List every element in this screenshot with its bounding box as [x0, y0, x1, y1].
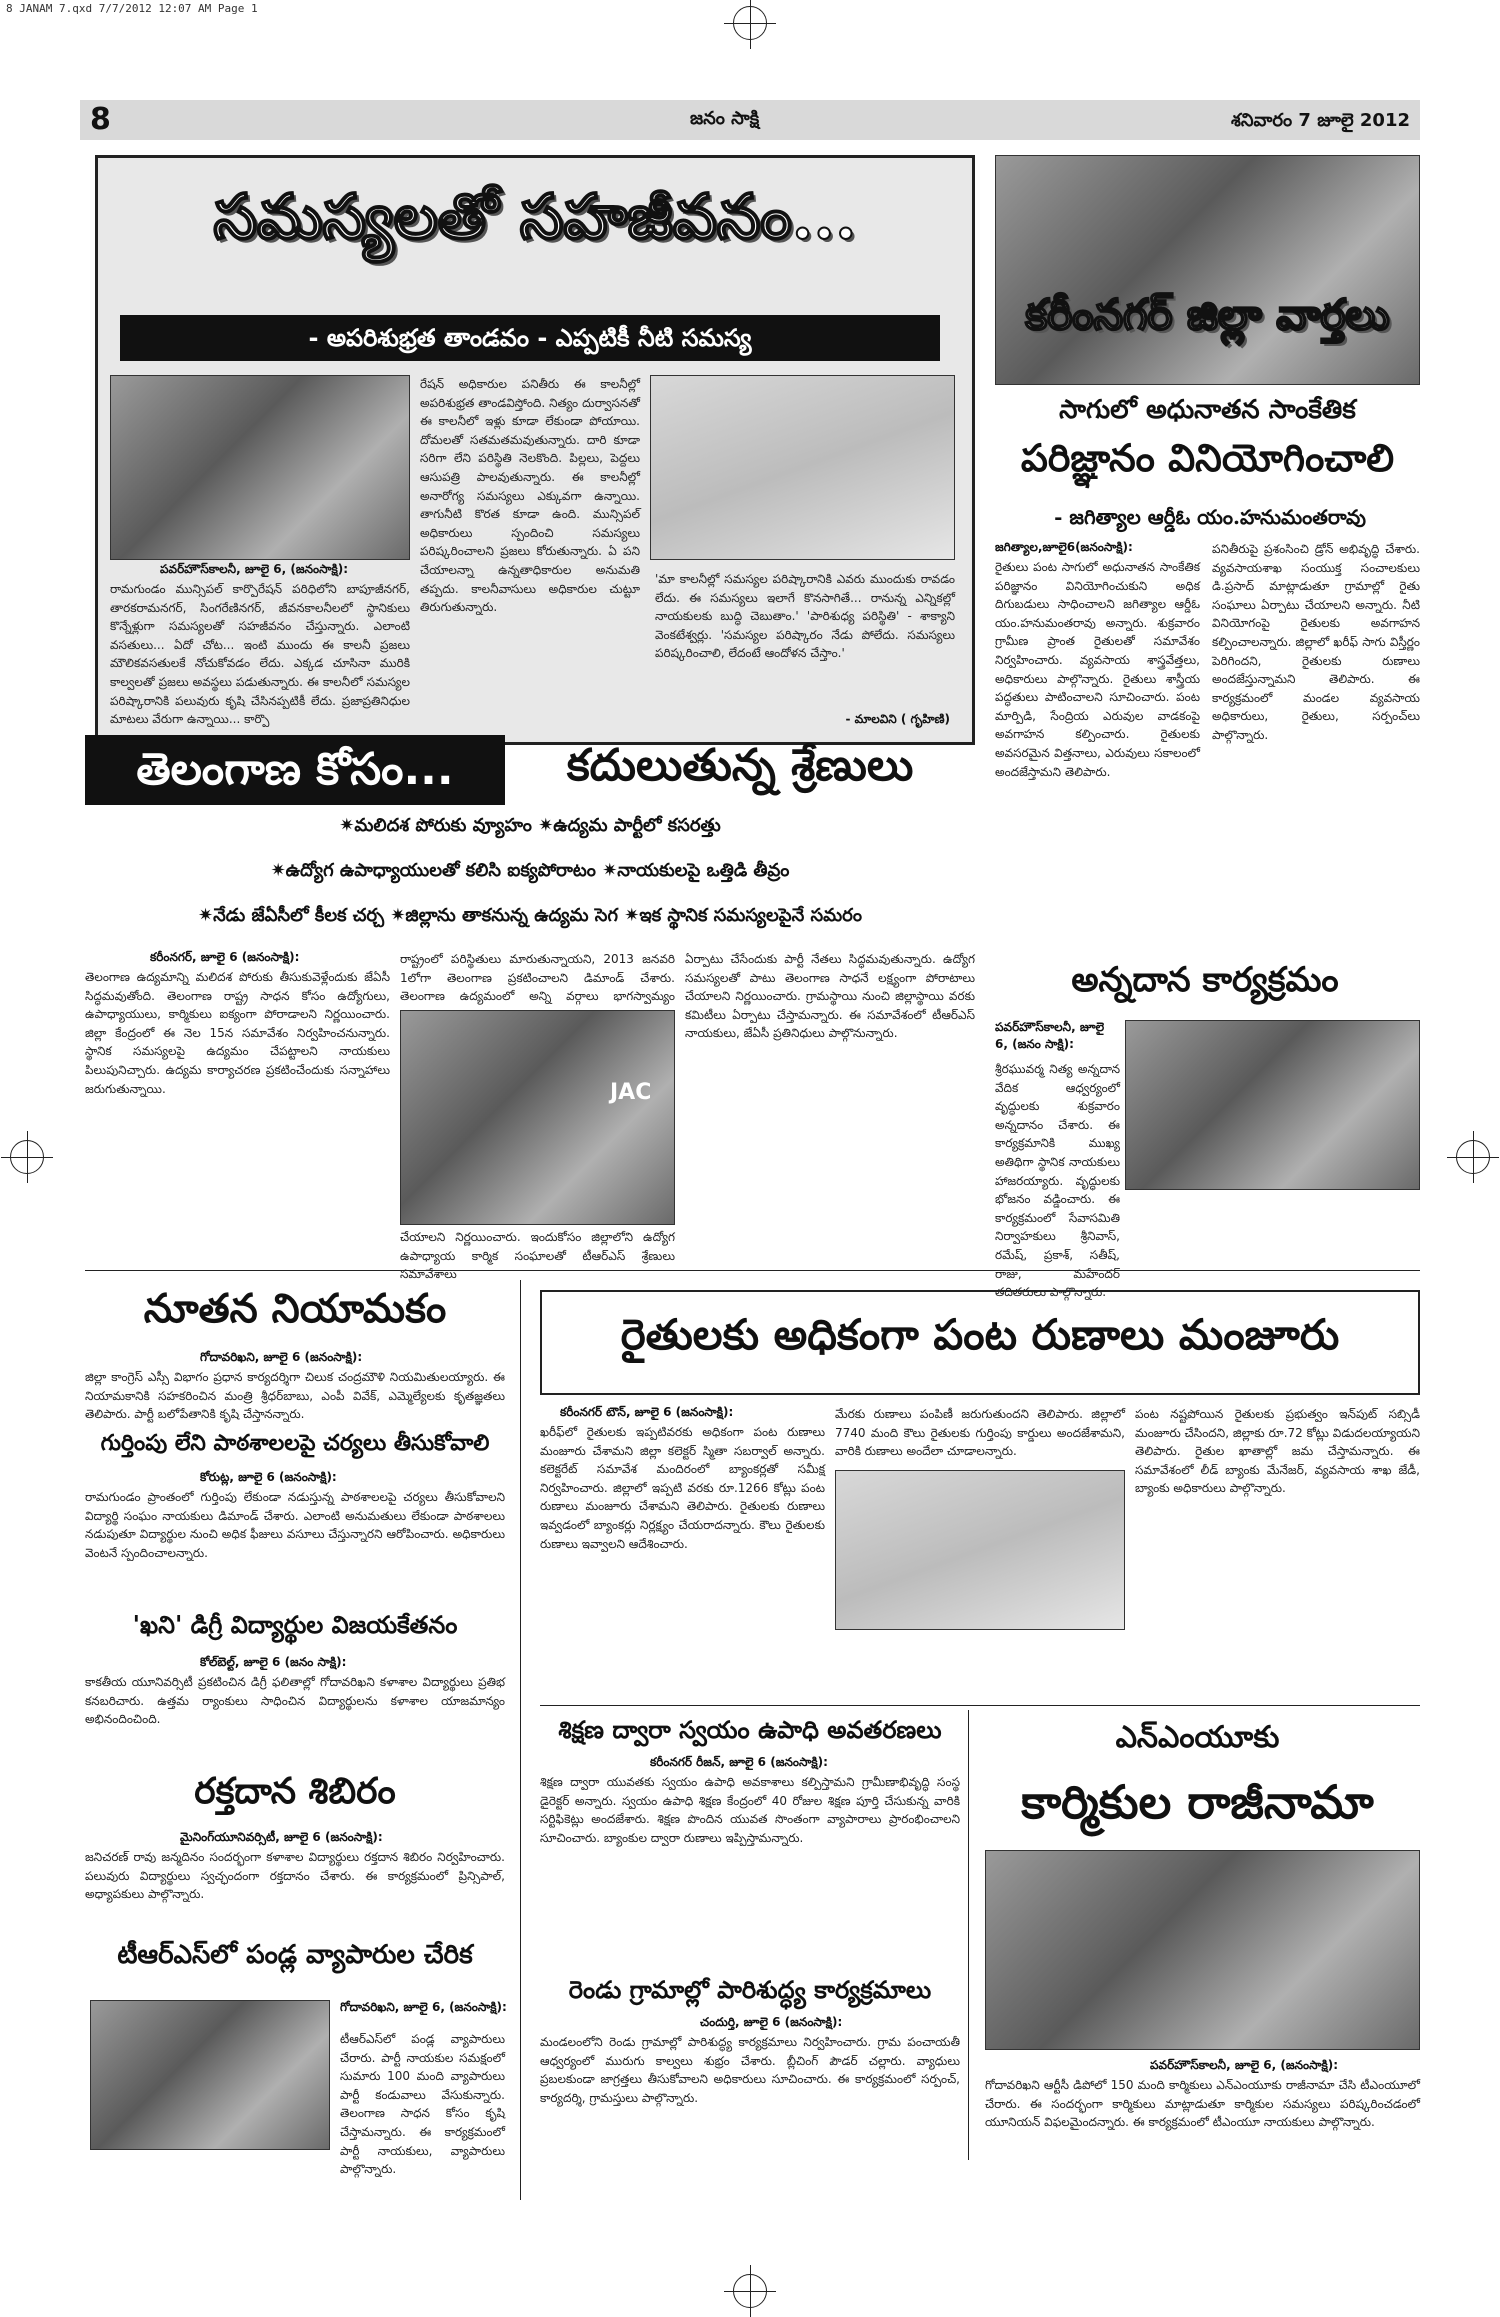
story2-col1: రైతులు పంట సాగులో అధునాతన సాంకేతిక పరిజ్ఞానం వినియోగించుకుని అధిక దిగుబడులు సాధించాలని జగిత్యాల ఆర్డీఓ యం.హనుమంతరావు అన్నారు. శుక్రవారం గ్రామీణ ప్రాంత రైతులతో సమావేశం నిర్వహించారు. వ్యవసాయ శాస్త్రవేత్తలు, అధికారులు పాల్గొన్నారు. రైతులు శాస్త్రీయ పద్ధతులు పాటించాలని సూచించారు. పంట మార్పిడి, సేంద్రియ ఎరువుల వాడకంపై అవగాహన కల్పించారు. రైతులకు అవసరమైన విత్తనాలు, ఎరువులు సకాలంలో అందజేస్తామని తెలిపారు. — [995, 560, 1200, 779]
story3-bullets-row2 — [90, 860, 970, 885]
section-divider — [540, 1705, 1420, 1706]
page-number: 8 — [90, 102, 111, 137]
story7-headline: 'ఖని' డిగ్రీ విద్యార్థుల విజయకేతనం — [132, 1610, 458, 1639]
story1-dateline: పవర్‌హౌస్‌కాలనీ, జూలై 6, (జనంసాక్షి): — [160, 562, 349, 576]
story3-photo-rally — [400, 1010, 675, 1225]
story10-col3: పంట నష్టపోయిన రైతులకు ప్రభుత్వం ఇన్‌పుట్ సబ్సిడీ మంజూరు చేసిందని, జిల్లాకు రూ.72 కోట్లు విడుదలయ్యాయని తెలిపారు. రైతుల ఖాతాల్లో జమ చేస్తామన్నారు. ఈ సమావేశంలో లీడ్ బ్యాంకు మేనేజర్, వ్యవసాయ శాఖ జేడీ, బ్యాంకు అధికారులు పాల్గొన్నారు. — [1135, 1407, 1420, 1496]
story4-photo — [1125, 1020, 1420, 1190]
story3-bullet: మలిదశ పోరుకు వ్యూహం — [354, 815, 532, 836]
story11-headline: శిక్షణ ద్వారా స్వయం ఉపాధి అవతరణలు — [558, 1715, 942, 1744]
story12-photo — [985, 1850, 1420, 2050]
bullet-icon: ✷ — [602, 860, 618, 881]
story4-dateline: పవర్‌హౌస్‌కాలనీ, జూలై 6, (జనం సాక్షి): — [995, 1020, 1105, 1051]
story12-body: గోదావరిఖని ఆర్టీసీ డిపోలో 150 మంది కార్మికులు ఎన్‌ఎంయూకు రాజీనామా చేసి టీఎంయూలో చేరారు. ఈ సందర్భంగా కార్మికులు మాట్లాడుతూ కార్మికుల సమస్యలు పరిష్కరించడంలో యూనియన్ విఫలమైందన్నారు. ఈ కార్యక్రమంలో టీఎంయూ నాయకులు పాల్గొన్నారు. — [985, 2078, 1420, 2130]
story9-photo — [90, 2000, 330, 2150]
story3-bullet: ఉద్యమ పార్టీలో కసరత్తు — [553, 815, 721, 836]
story9-headline: టీఆర్‌ఎస్‌లో పండ్ల వ్యాపారుల చేరిక — [117, 1940, 473, 1970]
story10-col2: మేరకు రుణాలు పంపిణీ జరుగుతుందని తెలిపారు. జిల్లాలో 7740 మంది కౌలు రైతులకు గుర్తింపు కార్డులు అందజేశామని, వారికి రుణాలు అందేలా చూడాలన్నారు. — [835, 1407, 1125, 1459]
story3-col1: తెలంగాణ ఉద్యమాన్ని మలిదశ పోరుకు తీసుకువెళ్లేందుకు జేఏసీ సిద్ధమవుతోంది. తెలంగాణ రాష్ట్ర సాధన కోసం ఉద్యోగులు, ఉపాధ్యాయులు, కార్మికులు ఐక్యంగా పోరాడాలని నిర్ణయించారు. జిల్లా కేంద్రంలో ఈ నెల 15న సమావేశం నిర్వహించనున్నారు. స్థానిక సమస్యలపై ఉద్యమం చేపట్టాలని నాయకులు పిలుపునిచ్చారు. ఉద్యమ కార్యాచరణ ప్రకటించేందుకు సన్నాహాలు జరుగుతున్నాయి. — [85, 970, 390, 1096]
story11-body: శిక్షణ ద్వారా యువతకు స్వయం ఉపాధి అవకాశాలు కల్పిస్తామని గ్రామీణాభివృద్ధి సంస్థ డైరెక్టర్ అన్నారు. స్వయం ఉపాధి శిక్షణ కేంద్రంలో 40 రోజుల శిక్షణ పూర్తి చేసుకున్న వారికి సర్టిఫికెట్లు అందజేశారు. శిక్షణ పొందిన యువత సొంతంగా వ్యాపారాలు ప్రారంభించాలని సూచించారు. బ్యాంకుల ద్వారా రుణాలు ఇప్పిస్తామన్నారు. — [540, 1775, 960, 1845]
story9-dateline: గోదావరిఖని, జూలై 6, (జనంసాక్షి): — [340, 2000, 507, 2014]
bullet-icon: ✷ — [339, 815, 355, 836]
story13-dateline: చందుర్తి, జూలై 6 (జనంసాక్షి): — [700, 2015, 843, 2029]
story2-col2: పనితీరుపై ప్రశంసించి డ్రోన్ అభివృద్ధి చేశారు. వ్యవసాయశాఖ సంయుక్త సంచాలకులు డి.ప్రసాద్ మాట్లాడుతూ గ్రామాల్లో రైతు సంఘాలు ఏర్పాటు చేయాలని అన్నారు. నీటి వినియోగంపై రైతులకు అవగాహన కల్పించాలన్నారు. జిల్లాలో ఖరీఫ్ సాగు విస్తీర్ణం పెరిగిందని, రైతులకు రుణాలు అందజేస్తున్నామని తెలిపారు. ఈ కార్యక్రమంలో మండల వ్యవసాయ అధికారులు, రైతులు, సర్పంచ్‌లు పాల్గొన్నారు. — [1212, 542, 1420, 742]
story10-col1: ఖరీఫ్‌లో రైతులకు ఇప్పటివరకు అధికంగా పంట రుణాలు మంజూరు చేశామని జిల్లా కలెక్టర్ స్మితా సబర్వాల్ అన్నారు. కలెక్టరేట్ సమావేశ మందిరంలో బ్యాంకర్లతో సమీక్ష నిర్వహించారు. జిల్లాలో ఇప్పటి వరకు రూ.1266 కోట్లు పంట రుణాలు మంజూరు చేశామని తెలిపారు. రైతులకు రుణాలు ఇవ్వడంలో బ్యాంకర్లు నిర్లక్ష్యం చేయరాదన్నారు. కౌలు రైతులకు రుణాలు ఇవ్వాలని ఆదేశించారు. — [540, 1425, 825, 1551]
story10-dateline: కరీంనగర్ టౌన్, జూలై 6 (జనంసాక్షి): — [560, 1405, 734, 1419]
story12-kicker: ఎన్‌ఎంయూకు — [1115, 1720, 1280, 1755]
story6-headline: గుర్తింపు లేని పాఠశాలలపై చర్యలు తీసుకోవాలి — [100, 1430, 490, 1456]
district-banner-photo-arch — [995, 155, 1420, 385]
story12-headline: కార్మికుల రాజీనామా — [1021, 1775, 1374, 1829]
story7-dateline: కోల్‌బెల్ట్, జూలై 6 (జనం సాక్షి): — [200, 1655, 347, 1669]
story9-body: టీఆర్‌ఎస్‌లో పండ్ల వ్యాపారులు చేరారు. పార్టీ నాయకుల సమక్షంలో సుమారు 100 మంది వ్యాపారులు పార్టీ కండువాలు వేసుకున్నారు. తెలంగాణ సాధన కోసం కృషి చేస్తామన్నారు. ఈ కార్యక్రమంలో పార్టీ నాయకులు, వ్యాపారులు పాల్గొన్నారు. — [340, 2032, 505, 2177]
story8-body: జనిచరణ్ రావు జన్మదినం సందర్భంగా కళాశాల విద్యార్థులు రక్తదాన శిబిరం నిర్వహించారు. పలువురు విద్యార్థులు స్వచ్ఛందంగా రక్తదానం చేశారు. ఈ కార్యక్రమంలో ప్రిన్సిపాల్, అధ్యాపకులు పాల్గొన్నారు. — [85, 1850, 505, 1902]
column-divider — [968, 1710, 969, 2160]
story3-bullet: ఉద్యోగ ఉపాధ్యాయులతో కలిసి ఐక్యపోరాటం — [285, 860, 596, 881]
story11-dateline: కరీంనగర్ రీజన్, జూలై 6 (జనంసాక్షి): — [650, 1755, 828, 1769]
story13-headline: రెండు గ్రామాల్లో పారిశుద్ధ్య కార్యక్రమాలు — [568, 1975, 932, 2004]
story1-col3: 'మా కాలనీల్లో సమస్యల పరిష్కారానికి ఎవరు ముందుకు రావడం లేదు. ఈ సమస్యలు ఇలాగే కొనసాగితే... రానున్న ఎన్నికల్లో నాయకులకు బుద్ధి చెబుతాం.' 'పారిశుధ్య పరిస్థితి' - శాక్యాని వెంకటేశ్వర్లు. 'సమస్యల పరిష్కారం నేడు పోలేదు. సమస్యలు పరిష్కరించాలి, లేదంటే ఆందోళన చేస్తాం.' — [655, 572, 955, 661]
story13-body: మండలంలోని రెండు గ్రామాల్లో పారిశుద్ధ్య కార్యక్రమాలు నిర్వహించారు. గ్రామ పంచాయతీ ఆధ్వర్యంలో మురుగు కాల్వలు శుభ్రం చేశారు. బ్లీచింగ్ పౌడర్ చల్లారు. వ్యాధులు ప్రబలకుండా జాగ్రత్తలు తీసుకోవాలని అధికారులు సూచించారు. ఈ కార్యక్రమంలో సర్పంచ్, కార్యదర్శి, గ్రామస్తులు పాల్గొన్నారు. — [540, 2035, 960, 2105]
story1-quote-credit: - మాలవిని ( గృహిణి) — [845, 712, 950, 726]
print-slug: 8 JANAM 7.qxd 7/7/2012 12:07 AM Page 1 — [6, 2, 258, 15]
story4-headline: అన్నదాన కార్యక్రమం — [1071, 960, 1339, 1000]
registration-mark-bottom — [733, 2274, 767, 2308]
column-divider — [520, 1280, 521, 2200]
story1-photo-pole — [650, 375, 955, 560]
story3-bullet: ఇక స్థానిక సమస్యలపైనే సమరం — [639, 905, 862, 926]
story2-headline: పరిజ్ఞానం వినియోగించాలి — [1020, 435, 1395, 480]
story6-body: రామగుండం ప్రాంతంలో గుర్తింపు లేకుండా నడుస్తున్న పాఠశాలలపై చర్యలు తీసుకోవాలని విద్యార్థి సంఘం నాయకులు డిమాండ్ చేశారు. ఎలాంటి అనుమతులు లేకుండా పాఠశాలలు నడుపుతూ విద్యార్థుల నుంచి అధిక ఫీజులు వసూలు చేస్తున్నారని ఆరోపించారు. అధికారులు వెంటనే స్పందించాలన్నారు. — [85, 1490, 505, 1560]
bullet-icon: ✷ — [624, 905, 640, 926]
story12-dateline: పవర్‌హౌస్‌కాలనీ, జూలై 6, (జనంసాక్షి): — [1150, 2058, 1339, 2072]
bullet-icon: ✷ — [198, 905, 214, 926]
story6-dateline: కోరుట్ల, జూలై 6 (జనంసాక్షి): — [200, 1470, 337, 1484]
issue-date: శనివారం 7 జూలై 2012 — [1230, 110, 1410, 131]
story5-headline: నూతన నియామకం — [143, 1285, 447, 1332]
story3-col3: ఏర్పాటు చేసేందుకు పార్టీ నేతలు సిద్ధమవుతున్నారు. ఉద్యోగ సమస్యలతో పాటు తెలంగాణ సాధనే లక్ష్యంగా పోరాటాలు చేయాలని నిర్ణయించారు. గ్రామస్థాయి నుంచి జిల్లాస్థాయి వరకు కమిటీలు ఏర్పాటు చేస్తామన్నారు. ఈ సమావేశంలో టీఆర్‌ఎస్ నాయకులు, జేఏసీ ప్రతినిధులు పాల్గొనున్నారు. — [685, 952, 975, 1041]
bullet-icon: ✷ — [390, 905, 406, 926]
story3-dateline: కరీంనగర్, జూలై 6 (జనంసాక్షి): — [150, 950, 300, 964]
story5-dateline: గోదావరిఖని, జూలై 6 (జనంసాక్షి): — [200, 1350, 363, 1364]
story1-col2: రేషన్ అధికారుల పనితీరు ఈ కాలనీల్లో అపరిశుభ్రత తాండవిస్తోంది. నిత్యం దుర్వాసనతో ఈ కాలనీలో ఇళ్లు కూడా లేకుండా పోయాయి. దోమలతో సతమతమవుతున్నారు. దారి కూడా సరిగా లేని పరిస్థితి నెలకొంది. పిల్లలు, పెద్దలు ఆసుపత్రి పాలవుతున్నారు. ఈ కాలనీల్లో అనారోగ్య సమస్యలు ఎక్కువగా ఉన్నాయి. తాగునీటి కొరత కూడా ఉంది. మున్సిపల్ అధికారులు స్పందించి సమస్యలు పరిష్కరించాలని ప్రజలు కోరుతున్నారు. ఏ పని చేయాలన్నా ఉన్నతాధికారుల అనుమతి తప్పదు. కాలనీవాసులు అధికారుల చుట్టూ తిరుగుతున్నారు. — [420, 377, 640, 615]
story1-col1: రామగుండం మున్సిపల్ కార్పొరేషన్ పరిధిలోని బాపూజీనగర్, తారకరామనగర్, సింగరేణినగర్, జీవనకాలనీలలో స్థానికులు కొన్నేళ్లుగా సమస్యలతో సహజీవనం చేస్తున్నారు. ఎలాంటి వసతులు... ఏదో చోట... ఇంటి ముందు ఈ కాలనీ ప్రజలు మౌలికవసతులకే నోచుకోవడం లేదు. ఎక్కడ చూసినా మురికి కాల్వలతో ప్రజలు అవస్థలు పడుతున్నారు. ఈ కాలనీలో సమస్యల పరిష్కారానికి పలువురు కృషి చేసినప్పటికీ లేదు. ప్రజాప్రతినిధుల మాటలు వేరుగా ఉన్నాయి... కార్పొ — [110, 582, 410, 727]
story8-headline: రక్తదాన శిబిరం — [194, 1770, 396, 1812]
story3-bullets-row3 — [90, 905, 970, 930]
masthead: జనం సాక్షి — [690, 108, 760, 129]
story3-bullet: జిల్లాను తాకనున్న ఉద్యమ సెగ — [405, 905, 618, 926]
story4-body: శ్రీరఘువర్మ నిత్య అన్నదాన వేదిక ఆధ్వర్యంలో వృద్ధులకు శుక్రవారం అన్నదానం చేశారు. ఈ కార్యక్రమానికి ముఖ్య అతిథిగా స్థానిక నాయకులు హాజరయ్యారు. వృద్ధులకు భోజనం వడ్డించారు. ఈ కార్యక్రమంలో సేవాసమితి నిర్వాహకులు శ్రీనివాస్, రమేష్, ప్రకాశ్, సతీష్, రాజు, మహేందర్ తదితరులు పాల్గొన్నారు. — [995, 1062, 1120, 1300]
story8-dateline: మైనింగ్‌యూనివర్సిటీ, జూలై 6 (జనంసాక్షి): — [180, 1830, 383, 1844]
registration-mark-top — [733, 6, 767, 40]
registration-mark-left — [10, 1140, 44, 1174]
story3-headline-right: కదులుతున్న శ్రేణులు — [566, 740, 914, 791]
registration-mark-right — [1456, 1140, 1490, 1174]
section-divider — [85, 1270, 1420, 1271]
story3-headline-left: తెలంగాణ కోసం... — [85, 735, 505, 805]
story3-col2: రాష్ట్రంలో పరిస్థితులు మారుతున్నాయని, 2013 జనవరి 1లోగా తెలంగాణ ప్రకటించాలని డిమాండ్ చేశారు. తెలంగాణ ఉద్యమంలో అన్ని వర్గాలు భాగస్వామ్యం — [400, 952, 675, 1004]
story10-photo-meeting — [835, 1470, 1125, 1630]
story3-bullets-row1 — [90, 815, 970, 840]
story1-headline: సమస్యలతో సహజీవనం... — [213, 180, 857, 253]
story1-subhead: - అపరిశుభ్రత తాండవం - ఎప్పటికీ నీటి సమస్య — [120, 315, 940, 361]
story10-headline: రైతులకు అధికంగా పంట రుణాలు మంజూరు — [620, 1310, 1340, 1359]
story1-photo-garbage — [110, 375, 410, 560]
district-banner-text: కరీంనగర్ జిల్లా వార్తలు — [1025, 290, 1390, 339]
bullet-icon: ✷ — [270, 860, 286, 881]
story5-body: జిల్లా కాంగ్రెస్ ఎస్సీ విభాగం ప్రధాన కార్యదర్శిగా చిలుక చంద్రమౌళి నియమితులయ్యారు. ఈ నియామకానికి సహకరించిన మంత్రి శ్రీధర్‌బాబు, ఎంపీ వివేక్, ఎమ్మెల్యేలకు కృతజ్ఞతలు తెలిపారు. పార్టీ బలోపేతానికి కృషి చేస్తానన్నారు. — [85, 1370, 505, 1422]
story2-kicker: సాగులో అధునాతన సాంకేతిక — [1059, 395, 1356, 425]
story3-bullet: నేడు జేఏసీలో కీలక చర్చ — [213, 905, 385, 926]
story3-bullet: నాయకులపై ఒత్తిడి తీవ్రం — [617, 860, 790, 881]
story2-dateline: జగిత్యాల,జూలై6(జనంసాక్షి): — [995, 540, 1133, 554]
story7-body: కాకతీయ యూనివర్సిటీ ప్రకటించిన డిగ్రీ ఫలితాల్లో గోదావరిఖని కళాశాల విద్యార్థులు ప్రతిభ కనబరిచారు. ఉత్తమ ర్యాంకులు సాధించిన విద్యార్థులను కళాశాల యాజమాన్యం అభినందించింది. — [85, 1675, 505, 1727]
story3-photo-label: JAC — [610, 1080, 652, 1105]
story2-byline: - జగిత్యాల ఆర్డీఓ యం.హనుమంతరావు — [1054, 505, 1366, 529]
story3-col2-lower: చేయాలని నిర్ణయించారు. ఇందుకోసం జిల్లాలోని ఉద్యోగ ఉపాధ్యాయ కార్మిక సంఘాలతో టీఆర్‌ఎస్ శ్రేణులు సమావేశాలు — [400, 1230, 675, 1282]
bullet-icon: ✷ — [538, 815, 554, 836]
